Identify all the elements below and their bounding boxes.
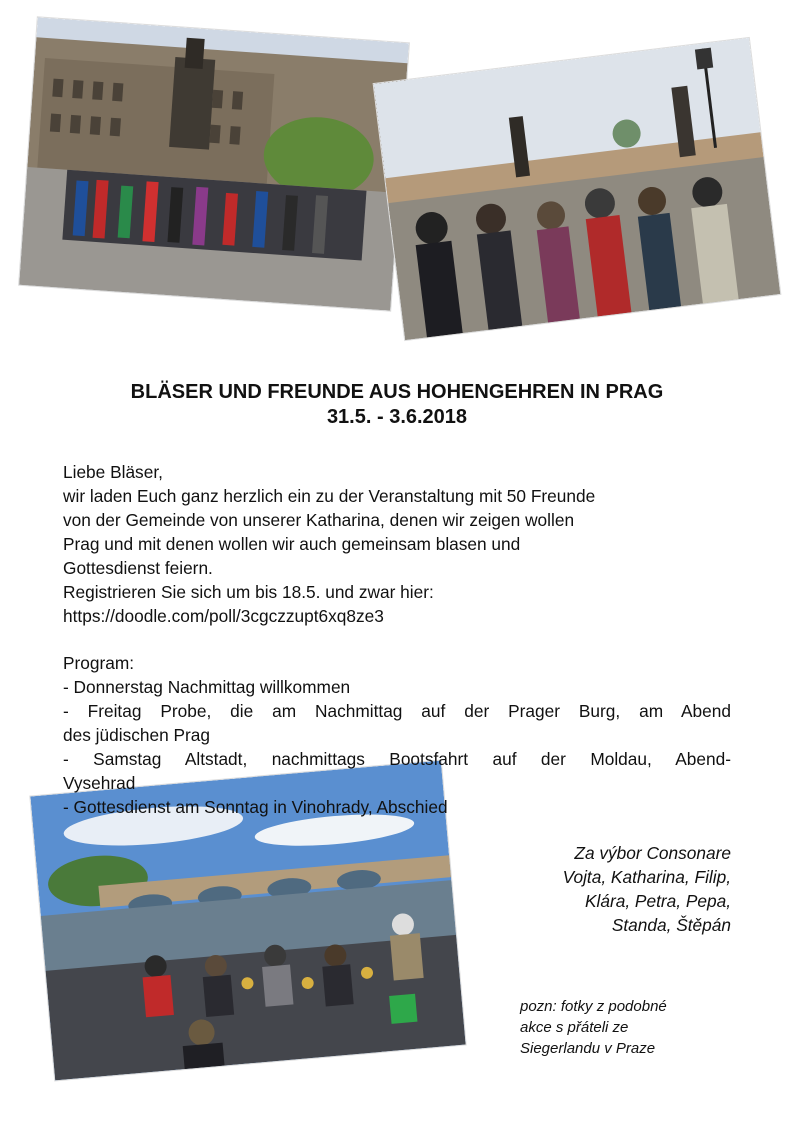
greeting: Liebe Bläser, xyxy=(63,462,163,482)
note-line: Siegerlandu v Praze xyxy=(520,1040,656,1057)
program-item: - Freitag Probe, die am Nachmittag auf der Prager Burg, am Abend xyxy=(63,701,731,721)
program-item: - Gottesdienst am Sonntag in Vinohrady, Abschied xyxy=(63,797,448,817)
title-line: BLÄSER UND FREUNDE AUS HOHENGEHREN IN PRAG xyxy=(130,381,664,403)
doodle-link[interactable]: https://doodle.com/poll/3cgczzupt6xq8ze3 xyxy=(63,606,384,626)
note-line: pozn: fotky z podobné xyxy=(520,998,667,1015)
program-item: - Donnerstag Nachmittag willkommen xyxy=(63,677,351,697)
note-line: akce s přáteli ze xyxy=(520,1019,629,1036)
photo-note xyxy=(520,996,667,1059)
program-heading: Program: xyxy=(63,653,135,673)
invitation-line: von der Gemeinde von unserer Katharina, denen wir zeigen wollen xyxy=(63,510,575,530)
invitation-text xyxy=(63,460,731,628)
signature-line: Klára, Petra, Pepa, xyxy=(584,891,731,911)
program-item: Vysehrad xyxy=(63,773,136,793)
signature-line: Standa, Štěpán xyxy=(611,915,731,935)
photo-crowd-charles-bridge xyxy=(374,38,781,340)
registration-line: Registrieren Sie sich um bis 18.5. und zwar hier: xyxy=(63,582,434,602)
page-title xyxy=(0,380,794,430)
program-item: des jüdischen Prag xyxy=(63,725,210,745)
signature-line: Vojta, Katharina, Filip, xyxy=(562,867,731,887)
program-item: - Samstag Altstadt, nachmittags Bootsfahrt auf der Moldau, Abend- xyxy=(63,749,731,769)
invitation-line: wir laden Euch ganz herzlich ein zu der Veranstaltung mit 50 Freunde xyxy=(63,486,596,506)
event-dates: 31.5. - 3.6.2018 xyxy=(326,406,468,428)
program-section xyxy=(63,651,731,819)
invitation-line: Prag und mit denen wollen wir auch gemeinsam blasen und xyxy=(63,534,521,554)
invitation-line: Gottesdienst feiern. xyxy=(63,558,213,578)
signature-line: Za výbor Consonare xyxy=(574,843,731,863)
photo-group-national-museum xyxy=(19,17,409,310)
signature-block xyxy=(563,841,731,937)
